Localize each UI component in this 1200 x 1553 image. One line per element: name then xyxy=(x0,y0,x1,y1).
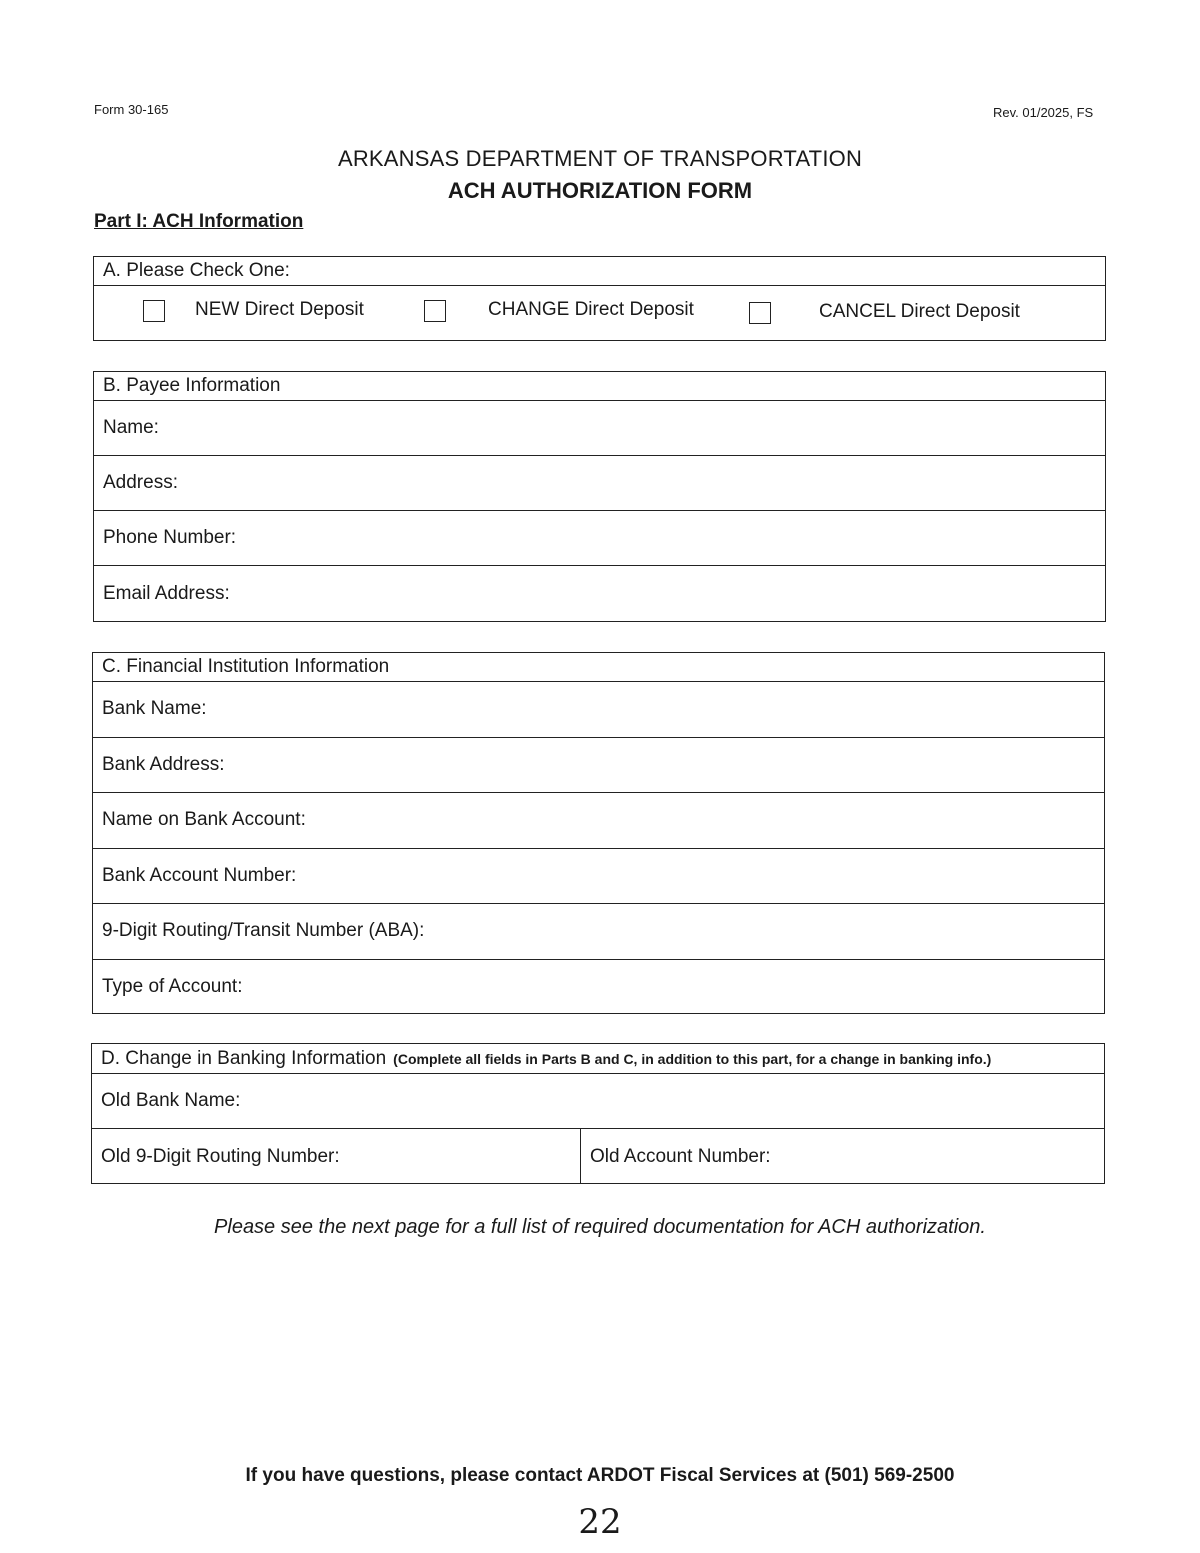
old-bank-name-field[interactable]: Old Bank Name: xyxy=(92,1074,1104,1129)
old-routing-number-field[interactable]: Old 9-Digit Routing Number: xyxy=(92,1129,581,1184)
bank-name-field[interactable]: Bank Name: xyxy=(93,682,1104,738)
form-number: Form 30-165 xyxy=(94,102,169,117)
section-d-heading: D. Change in Banking Information xyxy=(101,1047,387,1069)
name-on-account-field[interactable]: Name on Bank Account: xyxy=(93,793,1104,849)
routing-number-field[interactable]: 9-Digit Routing/Transit Number (ABA): xyxy=(93,904,1104,960)
section-d-change-banking xyxy=(91,1043,1105,1184)
change-direct-deposit-label: CHANGE Direct Deposit xyxy=(488,299,694,320)
new-direct-deposit-checkbox[interactable] xyxy=(143,300,165,322)
section-c-heading: C. Financial Institution Information xyxy=(93,653,1104,682)
section-b-heading: B. Payee Information xyxy=(94,372,1105,401)
change-direct-deposit-checkbox[interactable] xyxy=(424,300,446,322)
account-type-field[interactable]: Type of Account: xyxy=(102,976,243,998)
section-a-heading: A. Please Check One: xyxy=(94,257,1105,286)
bank-account-number-field[interactable]: Bank Account Number: xyxy=(93,849,1104,905)
see-next-page-note: Please see the next page for a full list of required documentation for ACH authorization. xyxy=(214,1216,986,1238)
organization-name: ARKANSAS DEPARTMENT OF TRANSPORTATION xyxy=(337,146,863,171)
contact-line: If you have questions, please contact ARDOT Fiscal Services at (501) 569-2500 xyxy=(245,1465,955,1486)
part-title: Part I: ACH Information xyxy=(94,211,304,232)
section-c-financial-institution xyxy=(92,652,1105,1014)
payee-address-field[interactable]: Address: xyxy=(94,456,1105,511)
payee-phone-field[interactable]: Phone Number: xyxy=(94,511,1105,566)
old-numbers-row xyxy=(92,1129,1104,1184)
old-account-number-field[interactable]: Old Account Number: xyxy=(590,1145,771,1167)
deposit-options-row xyxy=(94,286,1105,340)
cancel-direct-deposit-label: CANCEL Direct Deposit xyxy=(819,301,1020,322)
section-a-check-one xyxy=(93,256,1106,341)
section-b-payee-information xyxy=(93,371,1106,622)
section-d-heading-row xyxy=(92,1044,1104,1074)
form-title: ACH AUTHORIZATION FORM xyxy=(447,178,753,203)
new-direct-deposit-label: NEW Direct Deposit xyxy=(195,299,364,320)
section-d-note: (Complete all fields in Parts B and C, in addition to this part, for a change in banking info.) xyxy=(393,1050,992,1067)
payee-name-field[interactable]: Name: xyxy=(94,401,1105,456)
bank-address-field[interactable]: Bank Address: xyxy=(93,738,1104,794)
cancel-direct-deposit-checkbox[interactable] xyxy=(749,302,771,324)
handwritten-page-number: 22 xyxy=(578,1502,622,1542)
revision-label: Rev. 01/2025, FS xyxy=(993,105,1094,120)
payee-email-field[interactable]: Email Address: xyxy=(103,582,230,604)
